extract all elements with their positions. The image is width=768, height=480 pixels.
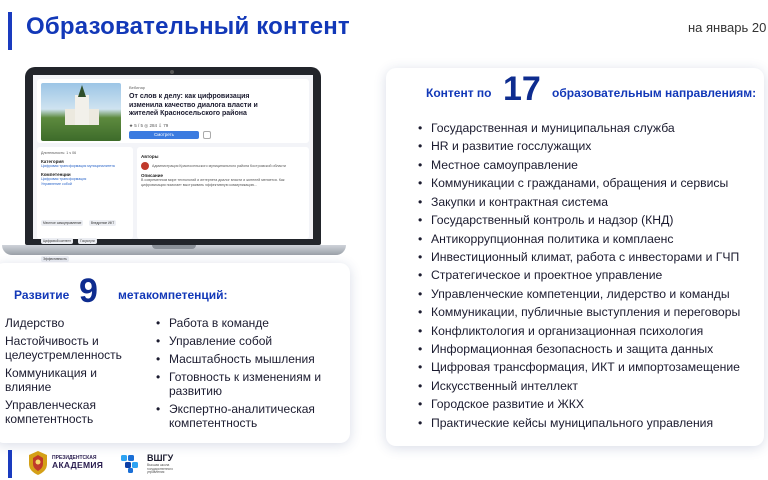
- page-title: Образовательный контент: [26, 13, 350, 40]
- metacompetencies-suffix: метакомпетенций:: [118, 288, 228, 302]
- author-emblem-icon: [141, 162, 149, 170]
- metacompetencies-prefix: Развитие: [14, 288, 70, 302]
- metacompetency-item: Настойчивость и целеустремленность: [5, 334, 122, 362]
- logo1-line1: ПРЕЗИДЕНТСКАЯ: [52, 455, 97, 461]
- church-image: [75, 95, 89, 125]
- direction-item: • Инвестиционный климат, работа с инвесторами и ГЧП: [418, 248, 740, 266]
- direction-item: • Местное самоуправление: [418, 156, 740, 174]
- direction-item: • Практические кейсы муниципального управления: [418, 414, 740, 432]
- direction-item: • Государственная и муниципальная служба: [418, 119, 740, 137]
- webinar-details-panel: [137, 147, 309, 239]
- laptop-screen: [33, 75, 313, 261]
- laptop-base: [2, 245, 346, 255]
- meta-comp-label: Компетенции: [41, 172, 71, 177]
- bookmark-button[interactable]: [203, 131, 211, 139]
- author-name: Администрация Красносельского муниципального района Костромской области: [152, 163, 286, 168]
- metacompetency-item: • Готовность к изменениям и развитию: [156, 370, 346, 398]
- metacompetency-item: • Масштабность мышления: [156, 352, 346, 366]
- presidential-academy-emblem-icon: [26, 450, 50, 476]
- tag-chip[interactable]: Эффективность: [43, 257, 67, 261]
- logo1-line2: АКАДЕМИЯ: [52, 460, 104, 470]
- meta-category-label: Категория: [41, 159, 64, 164]
- author-row[interactable]: [141, 162, 305, 170]
- direction-item: • Закупки и контрактная система: [418, 193, 740, 211]
- metacompetency-item: Управленческая компетентность: [5, 398, 96, 426]
- directions-count: 17: [503, 70, 541, 108]
- tag-chip[interactable]: Цифровой контент: [43, 239, 71, 243]
- directions-prefix: Контент по: [426, 86, 492, 100]
- description-text: В современном мире технологий и интернета диалог власти и жителей меняется. Как цифровизация помогает выстраивать эффективную коммуникацию...: [141, 178, 285, 187]
- direction-item: • Искусственный интеллект: [418, 377, 740, 395]
- webinar-meta-panel: [37, 147, 133, 261]
- title-accent-bar: [8, 12, 12, 50]
- laptop-camera: [170, 70, 174, 74]
- tag-chip[interactable]: Госуслуги: [80, 239, 95, 243]
- webinar-card: [37, 79, 309, 143]
- direction-item: • Стратегическое и проектное управление: [418, 266, 740, 284]
- direction-item: • Управленческие компетенции, лидерство и команды: [418, 285, 740, 303]
- tag-chip[interactable]: Внедрение ИКТ: [90, 221, 115, 225]
- webinar-source: Вебинар: [129, 85, 146, 90]
- meta-comp-2[interactable]: Управление собой: [41, 182, 72, 186]
- laptop-mockup: [25, 67, 321, 261]
- metacompetency-item: Лидерство: [5, 316, 65, 330]
- direction-item: • Городское развитие и ЖКХ: [418, 395, 740, 413]
- direction-item: • Информационная безопасность и защита данных: [418, 340, 740, 358]
- vshgu-logo-icon: [120, 452, 142, 474]
- direction-item: • Конфликтология и организационная психология: [418, 322, 740, 340]
- description-label: Описание: [141, 173, 164, 178]
- metacompetencies-count: 9: [79, 272, 98, 310]
- direction-item: • Антикоррупционная политика и комплаенс: [418, 230, 740, 248]
- direction-item: • Цифровая трансформация, ИКТ и импортозамещение: [418, 358, 740, 376]
- direction-item: • Государственный контроль и надзор (КНД): [418, 211, 740, 229]
- directions-suffix: образовательным направлениям:: [552, 86, 757, 100]
- date-label: на январь 20: [688, 20, 767, 35]
- meta-duration: Длительность: 1 ч 06: [41, 151, 77, 155]
- metacompetency-item: • Экспертно-аналитическая компетентность: [156, 402, 346, 430]
- vshgu-logo-subtitle: Высшая школа государственного управления: [147, 463, 173, 475]
- meta-comp-1[interactable]: Цифровая трансформация: [41, 177, 87, 181]
- presidential-academy-logo-text: [52, 455, 103, 470]
- vshgu-logo-name: ВШГУ: [147, 453, 174, 463]
- metacompetencies-left-list: [5, 316, 133, 430]
- webinar-title: От слов к делу: как цифровизация изменила качество диалога власти и жителей Красносельского района: [129, 93, 258, 117]
- tag-chip[interactable]: Местное самоуправление: [43, 221, 82, 225]
- direction-item: • Коммуникации, публичные выступления и переговоры: [418, 303, 740, 321]
- directions-list: [418, 119, 740, 432]
- watch-button[interactable]: Смотреть: [129, 131, 199, 139]
- tag-list: [41, 211, 131, 265]
- footer-accent-bar: [8, 450, 12, 478]
- authors-label: Авторы: [141, 154, 159, 159]
- meta-category[interactable]: Цифровая трансформация муниципалитета: [41, 164, 115, 168]
- metacompetencies-panel: [0, 263, 350, 443]
- metacompetency-item: • Работа в команде: [156, 316, 346, 330]
- webinar-thumbnail: [41, 83, 121, 141]
- metacompetency-item: • Управление собой: [156, 334, 346, 348]
- metacompetency-item: Коммуникация и влияние: [5, 366, 97, 394]
- metacompetencies-right-list: [156, 316, 346, 434]
- directions-panel: [386, 68, 764, 446]
- direction-item: • HR и развитие госслужащих: [418, 137, 740, 155]
- webinar-rating: ★ 5 / 5 ◎ 284 ⇩ 79: [129, 123, 169, 128]
- direction-item: • Коммуникации с гражданами, обращения и сервисы: [418, 174, 740, 192]
